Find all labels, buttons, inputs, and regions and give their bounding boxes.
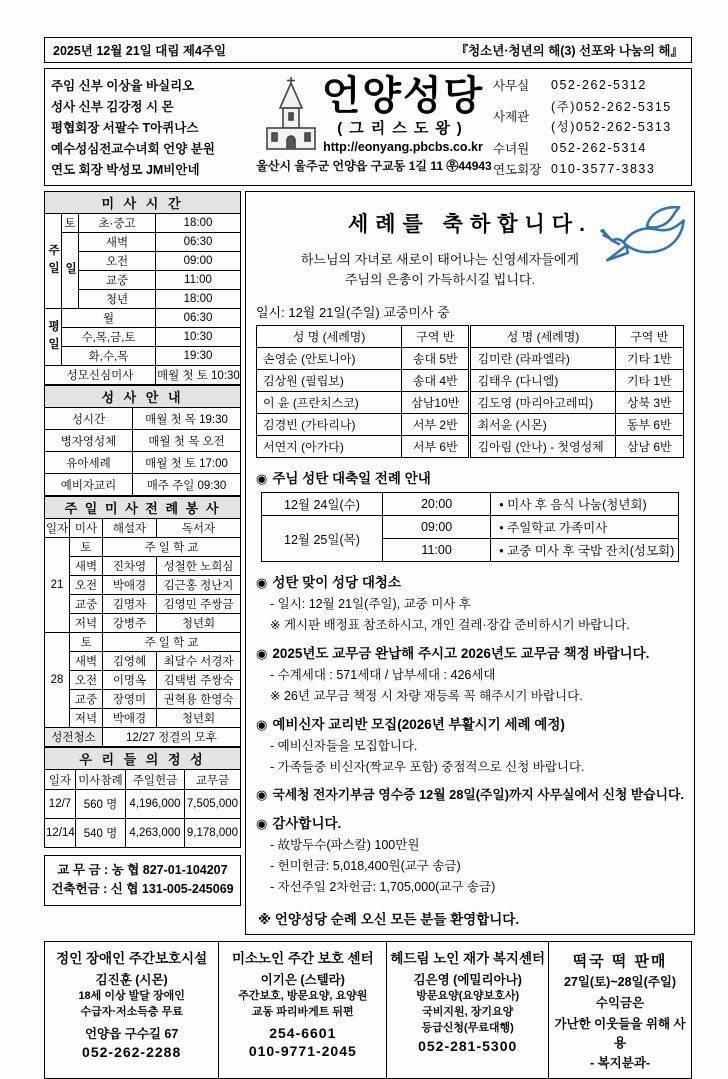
sacrament-value: 매월 첫 토 17:00 xyxy=(133,452,241,474)
announcement-line: ※ 게시판 배정표 참조하시고, 개인 걸레·장갑 준비하시기 바랍니다. xyxy=(270,618,630,633)
xmas-desc: • 주일학교 가족미사 xyxy=(491,516,679,539)
liturgy-merged: 주 일 학 교 xyxy=(103,633,241,652)
announcement-stole-fee xyxy=(256,642,684,704)
convent-label: 수녀원 xyxy=(493,141,530,156)
xmas-date: 12월 24일(수) xyxy=(262,493,383,516)
sacrament-table xyxy=(44,385,241,496)
liturgy-readers: 청년회 xyxy=(157,709,241,728)
liturgy-header-date: 일자 xyxy=(45,519,70,538)
staff-list xyxy=(51,74,255,180)
liturgy-mass: 저녁 xyxy=(70,614,103,633)
convent-phone: 052-262-5314 xyxy=(551,140,647,155)
liturgy-readers: 김근홍 정난지 xyxy=(157,576,241,595)
offering-date: 12/7 xyxy=(45,790,76,819)
announcement-line: - 헌미헌금: 5,018,400원(교구 송금) xyxy=(270,859,461,874)
baptism-name: 김아림 (안나) - 첫영성체 xyxy=(470,436,615,458)
baptism-zone: 동부 6반 xyxy=(615,414,683,436)
sacrament-label: 유아세례 xyxy=(45,452,133,474)
ad-phone: 010-9771-2045 xyxy=(248,1042,357,1059)
sidebar xyxy=(44,191,241,935)
ad-line: 수익금은 xyxy=(595,996,645,1011)
offering-header-sunday: 주일헌금 xyxy=(126,770,185,790)
staff-priest: 성사 신부 김강정 시 몬 xyxy=(51,99,174,114)
sacrament-label: 병자영성체 xyxy=(45,430,133,452)
liturgy-readers: 김영민 주쌍금 xyxy=(157,595,241,614)
announcement-christmas xyxy=(256,467,684,562)
liturgy-commentator: 강병주 xyxy=(103,614,157,633)
church-website: http://eonyang.pbcbs.co.kr xyxy=(323,140,483,154)
xmas-desc: • 교중 미사 후 국밥 잔치(성모회) xyxy=(491,539,679,562)
rectory-label: 사제관 xyxy=(493,110,530,125)
church-icon xyxy=(264,76,318,155)
liturgy-readers: 성철한 노희심 xyxy=(157,557,241,576)
staff-pastor: 주임 신부 이상율 바실리오 xyxy=(51,78,195,93)
liturgy-date-21: 21 xyxy=(45,538,70,633)
announcement-title: 예비신자 교리반 모집(2026년 부활시기 세례 예정) xyxy=(272,717,565,733)
mass-time: 10:30 xyxy=(156,328,241,347)
baptism-zone: 기타 1반 xyxy=(615,348,683,370)
bullet-icon: ◉ xyxy=(256,471,268,487)
staff-convent: 예수성심전교수녀회 언양 분원 xyxy=(51,142,215,157)
ad-line: 등급신청(무료대행) xyxy=(421,1021,514,1034)
announcement-title: 성탄 맞이 성당 대청소 xyxy=(272,575,401,591)
baptism-name: 김도영 (마리아고레띠) xyxy=(470,392,615,414)
ad-title: 떡국 떡 판매 xyxy=(572,953,668,971)
liturgy-mass: 저녁 xyxy=(70,709,103,728)
bullet-icon: ◉ xyxy=(256,787,268,803)
ad-contact-name: 김은영 (에밀리아나) xyxy=(413,973,522,988)
announcement-line: - 故방두수(파스칼) 100만원 xyxy=(270,838,420,853)
mass-name: 초·중고 xyxy=(79,214,156,233)
sacrament-value: 매월 첫 목 19:30 xyxy=(133,408,241,430)
mass-name: 교중 xyxy=(79,271,156,290)
liturgy-commentator: 김영혜 xyxy=(103,652,157,671)
mass-time: 18:00 xyxy=(156,290,241,309)
mass-time: 11:00 xyxy=(156,271,241,290)
liturgy-header-reader: 독서자 xyxy=(157,519,241,538)
bullet-icon: ◉ xyxy=(256,816,268,832)
baptism-col-name: 성 명 (세례명) xyxy=(257,326,402,348)
xmas-time: 09:00 xyxy=(382,516,490,539)
baptism-zone: 상북 3반 xyxy=(615,392,683,414)
ad-line: 국비지원, 장기요양 xyxy=(422,1006,514,1019)
offering-attend: 540 명 xyxy=(76,819,126,848)
ad-title: 헤드림 노인 재가 복지센터 xyxy=(390,951,546,967)
account-numbers xyxy=(44,855,241,906)
liturgy-mass: 오전 xyxy=(70,671,103,690)
ad-address: 언양읍 구수길 67 xyxy=(84,1026,179,1041)
special-mass-time: 매월 첫 토 10:30 xyxy=(156,366,241,385)
special-mass-name: 성모신심미사 xyxy=(45,366,156,385)
liturgy-mass: 오전 xyxy=(70,576,103,595)
baptism-name: 최서윤 (시몬) xyxy=(470,414,615,436)
xmas-date: 12월 25일(목) xyxy=(262,516,383,562)
announcement-title: 2025년도 교무금 완납해 주시고 2026년도 교무금 책정 바랍니다. xyxy=(272,646,650,662)
announcement-title: 주님 성탄 대축일 전례 안내 xyxy=(272,471,431,487)
ad-contact-name: 이기은 (스텔라) xyxy=(260,973,345,988)
announcement-line: - 일시: 12월 21일(주일), 교중 미사 후 xyxy=(270,597,471,612)
weekday-group-label: 평일 xyxy=(45,309,62,366)
rectory-phone-1: (주)052-262-5315 xyxy=(551,100,672,115)
announcement-title: 국세청 전자기부금 영수증 12월 28일(주일)까지 사무실에서 신청 받습니다. xyxy=(272,787,684,803)
mass-name: 화,수,목 xyxy=(62,347,156,366)
liturgy-header-commentator: 해설자 xyxy=(103,519,157,538)
announcement-donation-receipt xyxy=(256,784,684,803)
liturgy-commentator: 이명옥 xyxy=(103,671,157,690)
liturgy-header-mass: 미사 xyxy=(70,519,103,538)
ad-title: 정인 장애인 주간보호시설 xyxy=(56,951,208,967)
ad-line: 가난한 이웃들을 위해 사용 xyxy=(554,1016,686,1050)
baptism-name: 김미란 (라파엘라) xyxy=(470,348,615,370)
sun-label: 일 xyxy=(62,233,79,309)
xmas-time: 11:00 xyxy=(382,539,490,562)
baptism-col-zone: 구역 반 xyxy=(615,326,683,348)
top-bar xyxy=(44,37,692,63)
baptism-intro-line1: 하느님의 자녀로 새로이 태어나는 신영세자들에게 xyxy=(300,252,580,267)
offering-sunday: 4,196,000 xyxy=(126,790,185,819)
offering-stole: 9,178,000 xyxy=(185,819,241,848)
liturgy-table xyxy=(44,496,241,747)
sacrament-label: 성시간 xyxy=(45,408,133,430)
liturgy-mass: 새벽 xyxy=(70,557,103,576)
baptism-name: 김상원 (필립보) xyxy=(257,370,402,392)
christmas-schedule-table xyxy=(261,492,679,562)
baptism-intro-line2: 주님의 은총이 가득하시길 빕니다. xyxy=(344,272,536,288)
baptism-title: 세례를 축하합니다. xyxy=(347,213,592,236)
xmas-time: 20:00 xyxy=(382,493,490,516)
announcement-line: - 가족들중 비신자(짝교우 포함) 중점적으로 신청 바랍니다. xyxy=(270,760,585,775)
announcement-line: - 예비신자들을 모집합니다. xyxy=(270,739,418,754)
sat-label: 토 xyxy=(62,214,79,233)
liturgy-commentator: 진차영 xyxy=(103,557,157,576)
baptism-table xyxy=(256,325,684,458)
baptism-col-zone: 구역 반 xyxy=(402,326,470,348)
mass-time: 09:00 xyxy=(156,252,241,271)
offering-date: 12/14 xyxy=(45,819,76,848)
liturgy-merged: 주 일 학 교 xyxy=(103,538,241,557)
bulletin-date: 2025년 12월 21일 대림 제4주일 xyxy=(53,44,227,58)
ad-line: 27일(토)~28일(주일) xyxy=(563,975,677,990)
liturgy-mass: 교중 xyxy=(70,595,103,614)
cleaning-value: 12/27 정결의 모후 xyxy=(103,728,241,747)
baptism-zone: 기타 1반 xyxy=(615,370,683,392)
ad-title: 미소노인 주간 보호 센터 xyxy=(231,951,374,967)
bulletin-page xyxy=(44,37,692,1079)
baptism-zone: 서부 2반 xyxy=(402,414,470,436)
mass-time: 06:30 xyxy=(156,233,241,252)
bullet-icon: ◉ xyxy=(256,646,268,662)
mass-times-table xyxy=(44,191,241,385)
contact-list xyxy=(493,74,685,180)
church-brand xyxy=(255,74,493,180)
xmas-desc: • 미사 후 음식 나눔(청년회) xyxy=(491,493,679,516)
dove-icon xyxy=(600,200,688,277)
sunday-group-label: 주일 xyxy=(45,214,62,309)
baptism-zone: 송대 5반 xyxy=(402,348,470,370)
announcement-line: - 수계세대 : 571세대 / 납부세대 : 426세대 xyxy=(270,668,496,683)
offering-stole: 7,505,000 xyxy=(185,790,241,819)
mass-time: 06:30 xyxy=(156,309,241,328)
baptism-date-line: 일시: 12월 21일(주일) 교중미사 중 xyxy=(256,305,450,321)
liturgy-mass: 토 xyxy=(70,633,103,652)
baptism-zone: 삼남10반 xyxy=(402,392,470,414)
baptism-name: 서연지 (아가다) xyxy=(257,436,402,458)
baptism-name: 김경빈 (가타리나) xyxy=(257,414,402,436)
announcement-line: - 자선주일 2차헌금: 1,705,000(교구 송금) xyxy=(270,880,496,895)
mass-name: 월 xyxy=(62,309,156,328)
yeondo-label: 연도회장 xyxy=(493,163,542,178)
ad-rice-cake-sale xyxy=(548,942,691,1078)
mass-name: 오전 xyxy=(79,252,156,271)
cleaning-label: 성전청소 xyxy=(45,728,103,747)
announcement-thanks xyxy=(256,812,684,895)
office-phone: 052-262-5312 xyxy=(551,77,647,92)
ad-jeongin-daycare xyxy=(45,942,218,1078)
baptism-name: 김태우 (다니엘) xyxy=(470,370,615,392)
liturgy-mass: 교중 xyxy=(70,690,103,709)
liturgy-commentator: 박애경 xyxy=(103,709,157,728)
ad-phone: 052-281-5300 xyxy=(418,1037,518,1054)
baptism-zone: 서부 6반 xyxy=(402,436,470,458)
ad-haedream-welfare-center xyxy=(386,942,548,1078)
offering-header-attend: 미사참례 xyxy=(76,770,126,790)
yeondo-phone: 010-3577-3833 xyxy=(551,162,656,177)
announcement-cleaning xyxy=(256,571,684,633)
church-address: 울산시 울주군 언양읍 구교동 1길 11 ㉾44943 xyxy=(256,159,492,173)
bullet-icon: ◉ xyxy=(256,575,268,591)
mass-time: 18:00 xyxy=(156,214,241,233)
liturgy-commentator: 김명자 xyxy=(103,595,157,614)
mass-times-title: 미 사 시 간 xyxy=(45,192,241,214)
liturgy-date-28: 28 xyxy=(45,633,70,728)
ad-line: - 복지분과- xyxy=(589,1056,651,1071)
building-fund-account: 건축헌금 : 신 협 131-005-245069 xyxy=(51,882,234,897)
liturgy-mass: 새벽 xyxy=(70,652,103,671)
masthead xyxy=(44,68,692,186)
ad-line: 교동 파리바게트 뒤편 xyxy=(251,1006,354,1019)
liturgy-commentator: 장영미 xyxy=(103,690,157,709)
sacrament-title: 성 사 안 내 xyxy=(45,386,241,408)
liturgy-commentator: 박애경 xyxy=(103,576,157,595)
staff-yeondo: 연도 회장 박성모 JM비안네 xyxy=(51,163,200,178)
mass-name: 수,목,금,토 xyxy=(62,328,156,347)
baptism-name: 이 윤 (프란치스코) xyxy=(257,392,402,414)
stole-fee-account: 교 무 금 : 농 협 827-01-104207 xyxy=(57,863,228,877)
rectory-phone-2: (성)052-262-5313 xyxy=(551,120,672,135)
church-name: 언양성당 xyxy=(321,74,485,118)
sacrament-label: 예비자교리 xyxy=(45,474,133,496)
ads-row xyxy=(44,941,692,1079)
church-subtitle: (그리스도왕) xyxy=(337,120,469,137)
ad-line: 18세 이상 발달 장애인 xyxy=(78,990,185,1003)
offering-table xyxy=(44,747,241,848)
liturgy-mass: 토 xyxy=(70,538,103,557)
liturgy-readers: 김택범 주쌍숙 xyxy=(157,671,241,690)
offering-sunday: 4,263,000 xyxy=(126,819,185,848)
main-content xyxy=(245,191,695,935)
offering-header-stole: 교무금 xyxy=(185,770,241,790)
liturgy-readers: 최달수 서경자 xyxy=(157,652,241,671)
pilgrim-welcome-note: ※ 언양성당 순례 오신 모든 분들 환영합니다. xyxy=(258,912,520,928)
ad-phone: 052-262-2288 xyxy=(82,1043,182,1060)
baptism-name: 손영순 (안토니아) xyxy=(257,348,402,370)
liturgy-title: 주 일 미 사 전 례 봉 사 xyxy=(45,497,241,519)
announcement-title: 감사합니다. xyxy=(272,816,342,832)
ad-contact-name: 김진훈 (시몬) xyxy=(95,973,168,988)
mass-time: 19:30 xyxy=(156,347,241,366)
liturgy-readers: 권혁용 한영숙 xyxy=(157,690,241,709)
announcement-catechumen xyxy=(256,713,684,775)
announcement-line: ※ 26년 교무금 책정 시 차량 재등록 꼭 해주시기 바랍니다. xyxy=(270,689,583,704)
ad-line: 주간보호, 방문요양, 요양원 xyxy=(238,990,368,1003)
ad-miso-senior-center xyxy=(218,942,386,1078)
ad-line: 수급자·저소득층 무료 xyxy=(80,1006,183,1019)
offering-attend: 560 명 xyxy=(76,790,126,819)
baptism-zone: 삼남 6반 xyxy=(615,436,683,458)
ad-phone: 254-6601 xyxy=(269,1024,337,1041)
offering-header-date: 일자 xyxy=(45,770,76,790)
sacrament-value: 매주 주일 09:30 xyxy=(133,474,241,496)
mass-name: 청년 xyxy=(79,290,156,309)
liturgy-readers: 청년회 xyxy=(157,614,241,633)
sacrament-value: 매월 첫 목 오전 xyxy=(133,430,241,452)
mass-name: 새벽 xyxy=(79,233,156,252)
staff-council: 평협회장 서팔수 T아퀴나스 xyxy=(51,120,199,135)
offering-title: 우 리 들 의 정 성 xyxy=(45,748,241,770)
ad-line: 방문요양(요양보호사) xyxy=(416,990,520,1003)
baptism-zone: 송대 4반 xyxy=(402,370,470,392)
baptism-col-name: 성 명 (세례명) xyxy=(470,326,615,348)
year-theme: 『청소년·청년의 해(3) 선포와 나눔의 해』 xyxy=(455,44,683,58)
office-label: 사무실 xyxy=(493,78,530,93)
bullet-icon: ◉ xyxy=(256,717,268,733)
